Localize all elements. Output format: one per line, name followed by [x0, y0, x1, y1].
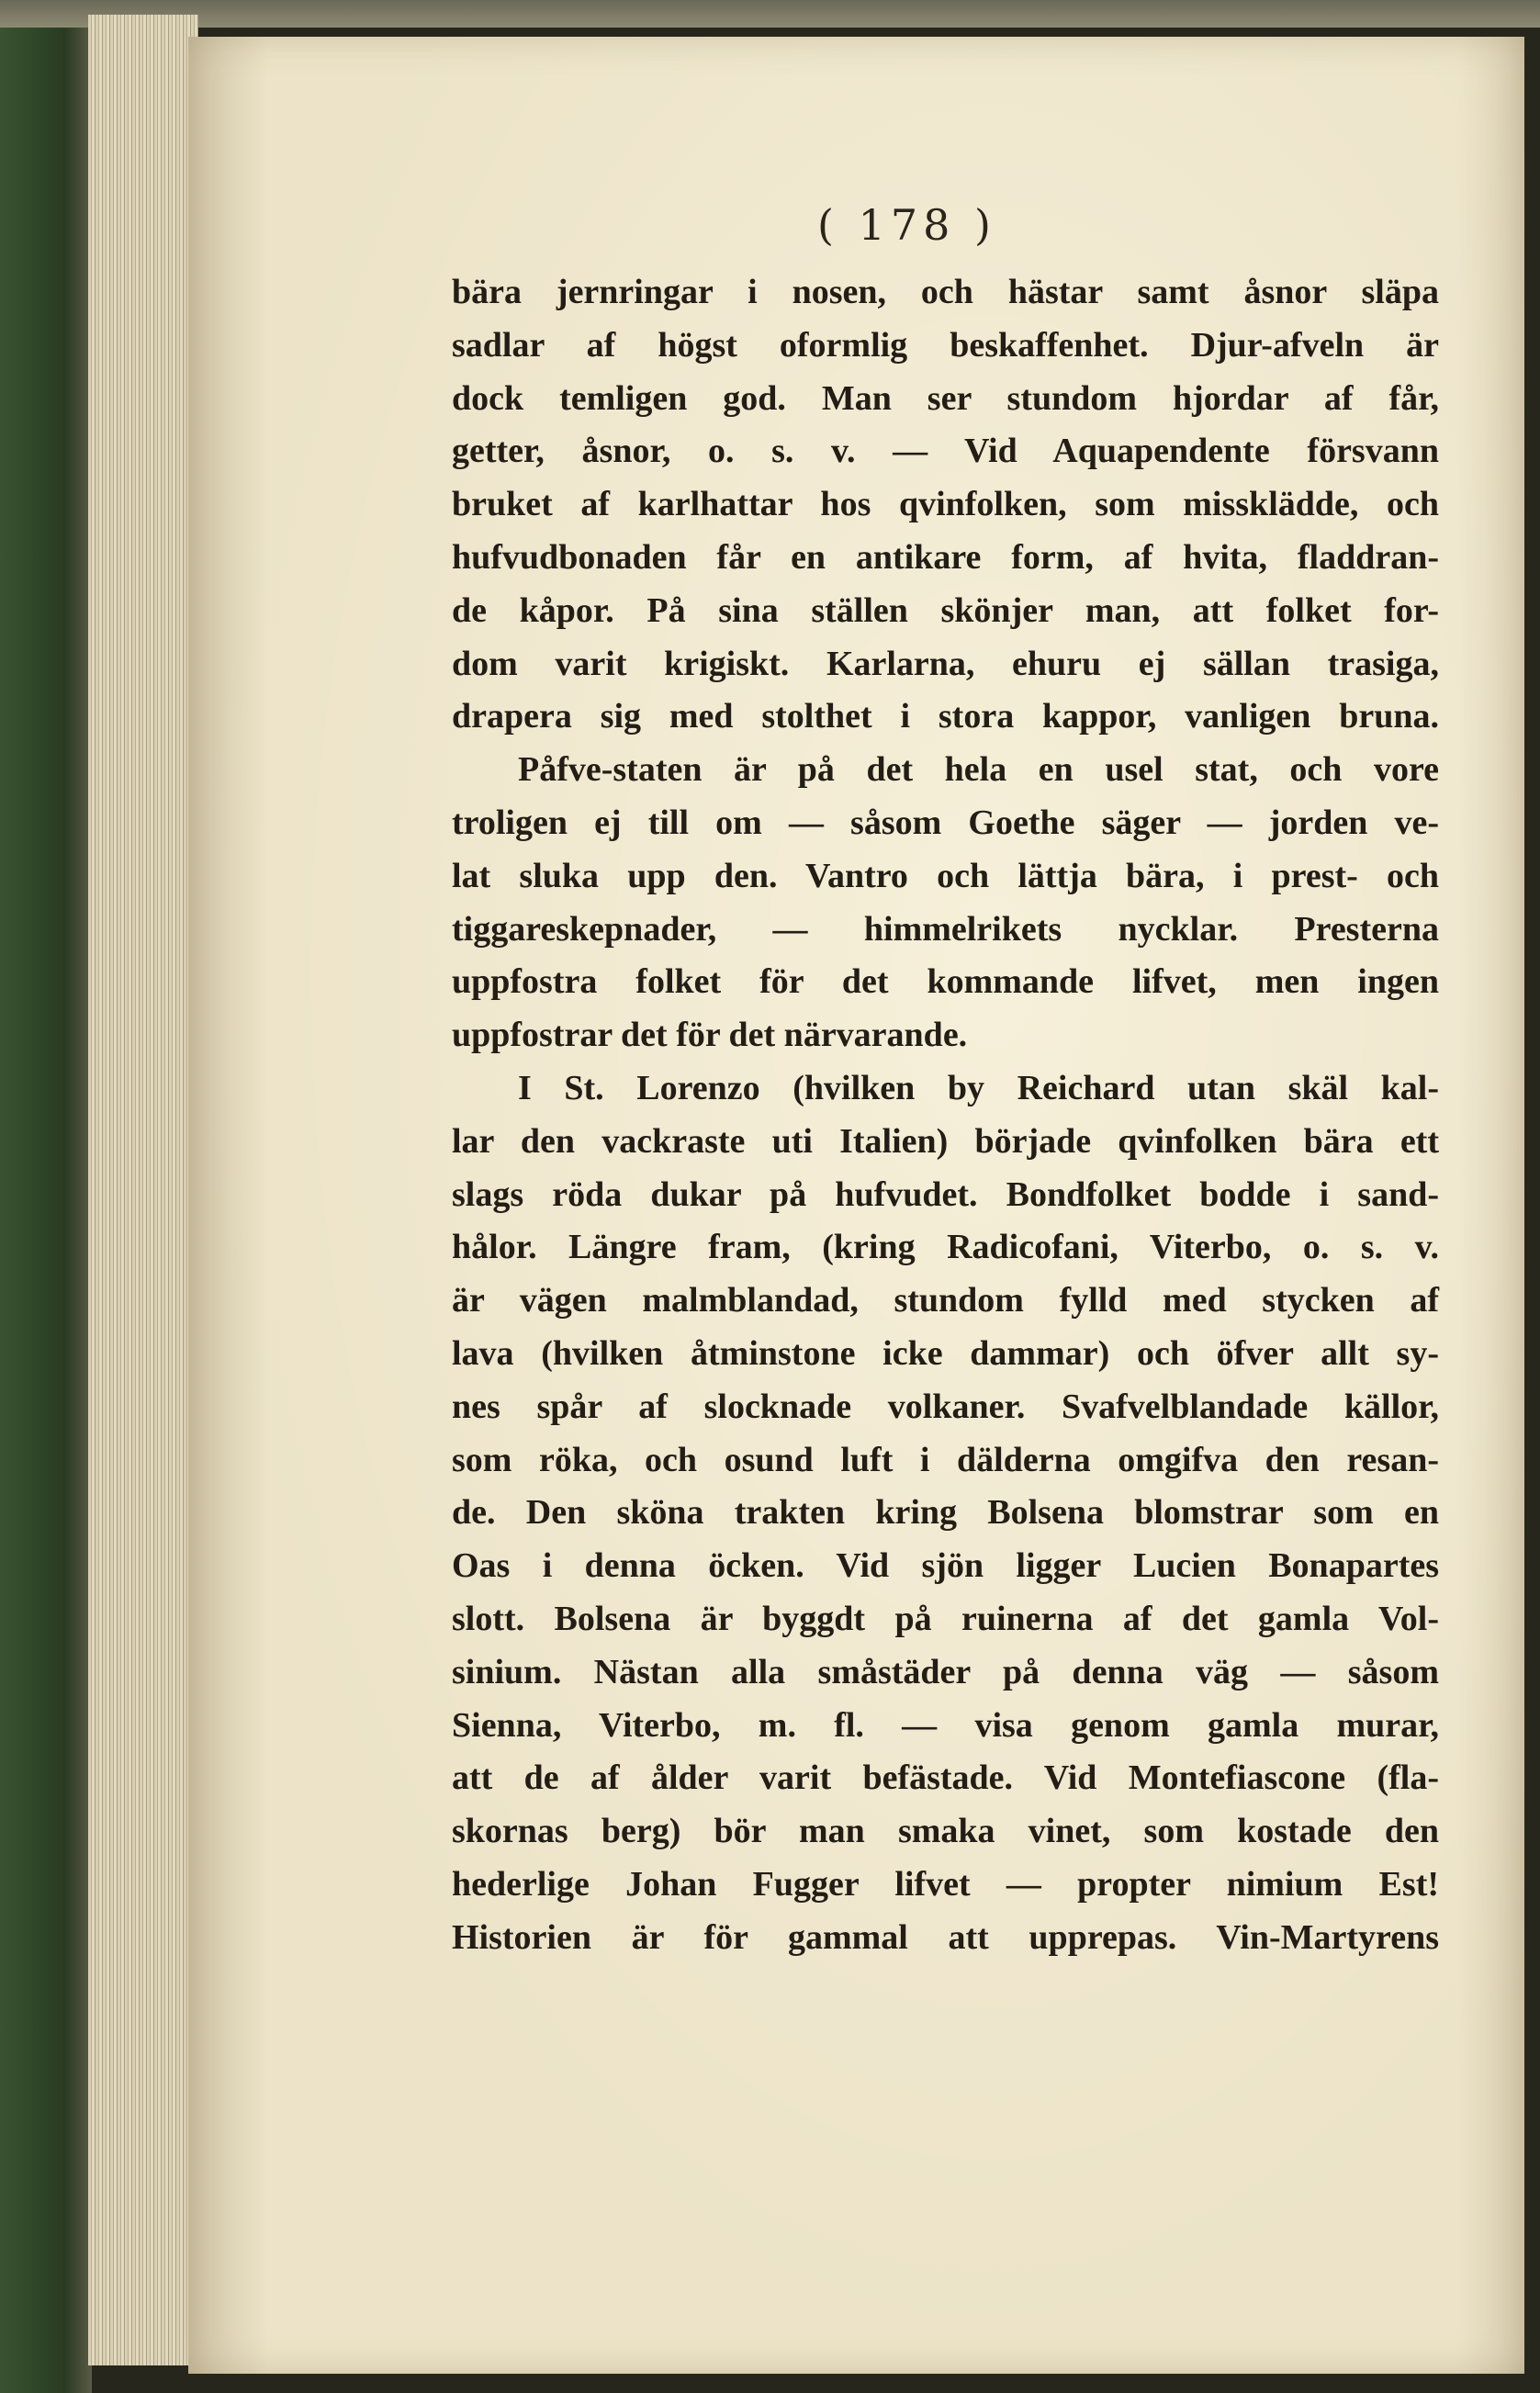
page-number: ( 178 )	[817, 200, 996, 250]
text-line: bruket af karlhattar hos qvinfolken, som missklädde, och	[452, 485, 1439, 524]
text-line: troligen ej till om — såsom Goethe säger — jorden ve-	[452, 803, 1439, 842]
book-cover-edge	[0, 0, 92, 2393]
page-text	[452, 266, 1439, 1965]
text-line: de. Den sköna trakten kring Bolsena blomstrar som en	[452, 1493, 1439, 1533]
text-line: uppfostrar det för det närvarande.	[452, 1016, 968, 1055]
text-line: lar den vackraste uti Italien) började qvinfolken bära ett	[452, 1121, 1439, 1161]
page-stack-edges	[88, 15, 198, 2365]
text-line: slags röda dukar på hufvudet. Bondfolket bodde i sand-	[452, 1174, 1439, 1214]
text-line: Påfve-staten är på det hela en usel stat, och vore	[518, 750, 1439, 790]
text-line: hålor. Längre fram, (kring Radicofani, Viterbo, o. s. v.	[452, 1228, 1439, 1267]
text-line: I St. Lorenzo (hvilken by Reichard utan skäl kal-	[518, 1068, 1439, 1107]
text-line: Sienna, Viterbo, m. fl. — visa genom gamla murar,	[452, 1705, 1439, 1745]
text-line: hufvudbonaden får en antikare form, af hvita, fladdran-	[452, 537, 1439, 577]
text-line: tiggareskepnader, — himmelrikets nycklar. Presterna	[452, 909, 1439, 949]
text-line: är vägen malmblandad, stundom fylld med stycken af	[452, 1281, 1439, 1320]
text-line: sinium. Nästan alla småstäder på denna väg — såsom	[452, 1652, 1439, 1691]
text-line: dock temligen god. Man ser stundom hjordar af får,	[452, 378, 1439, 418]
text-line: som röka, och osund luft i dälderna omgifva den resan-	[452, 1440, 1439, 1479]
text-line: bära jernringar i nosen, och hästar samt åsnor släpa	[452, 273, 1439, 311]
text-line: lat sluka upp den. Vantro och lättja bära, i prest- och	[452, 856, 1439, 895]
book-cover-top-edge	[0, 0, 1540, 28]
text-line: getter, åsnor, o. s. v. — Vid Aquapendente försvann	[452, 432, 1439, 471]
text-line: Historien är för gammal att upprepas. Vin-Martyrens	[452, 1917, 1439, 1957]
text-line: att de af ålder varit befästade. Vid Montefiascone (fla-	[452, 1758, 1439, 1798]
text-line: drapera sig med stolthet i stora kappor, vanligen bruna.	[452, 697, 1439, 736]
text-line: uppfostra folket för det kommande lifvet, men ingen	[452, 962, 1439, 1002]
text-line: sadlar af högst oformlig beskaffenhet. Djur-afveln är	[452, 325, 1439, 365]
text-line: hederlige Johan Fugger lifvet — propter nimium Est!	[452, 1864, 1439, 1904]
text-line: nes spår af slocknade volkaner. Svafvelblandade källor,	[452, 1387, 1439, 1426]
text-line: Oas i denna öcken. Vid sjön ligger Lucien Bonapartes	[452, 1546, 1439, 1586]
text-line: lava (hvilken åtminstone icke dammar) och öfver allt sy-	[452, 1333, 1439, 1373]
text-line: dom varit krigiskt. Karlarna, ehuru ej sällan trasiga,	[452, 644, 1439, 683]
text-line: skornas berg) bör man smaka vinet, som kostade den	[452, 1812, 1439, 1851]
text-line: de kåpor. På sina ställen skönjer man, att folket for-	[452, 590, 1439, 630]
text-line: slott. Bolsena är byggdt på ruinerna af det gamla Vol-	[452, 1599, 1439, 1638]
